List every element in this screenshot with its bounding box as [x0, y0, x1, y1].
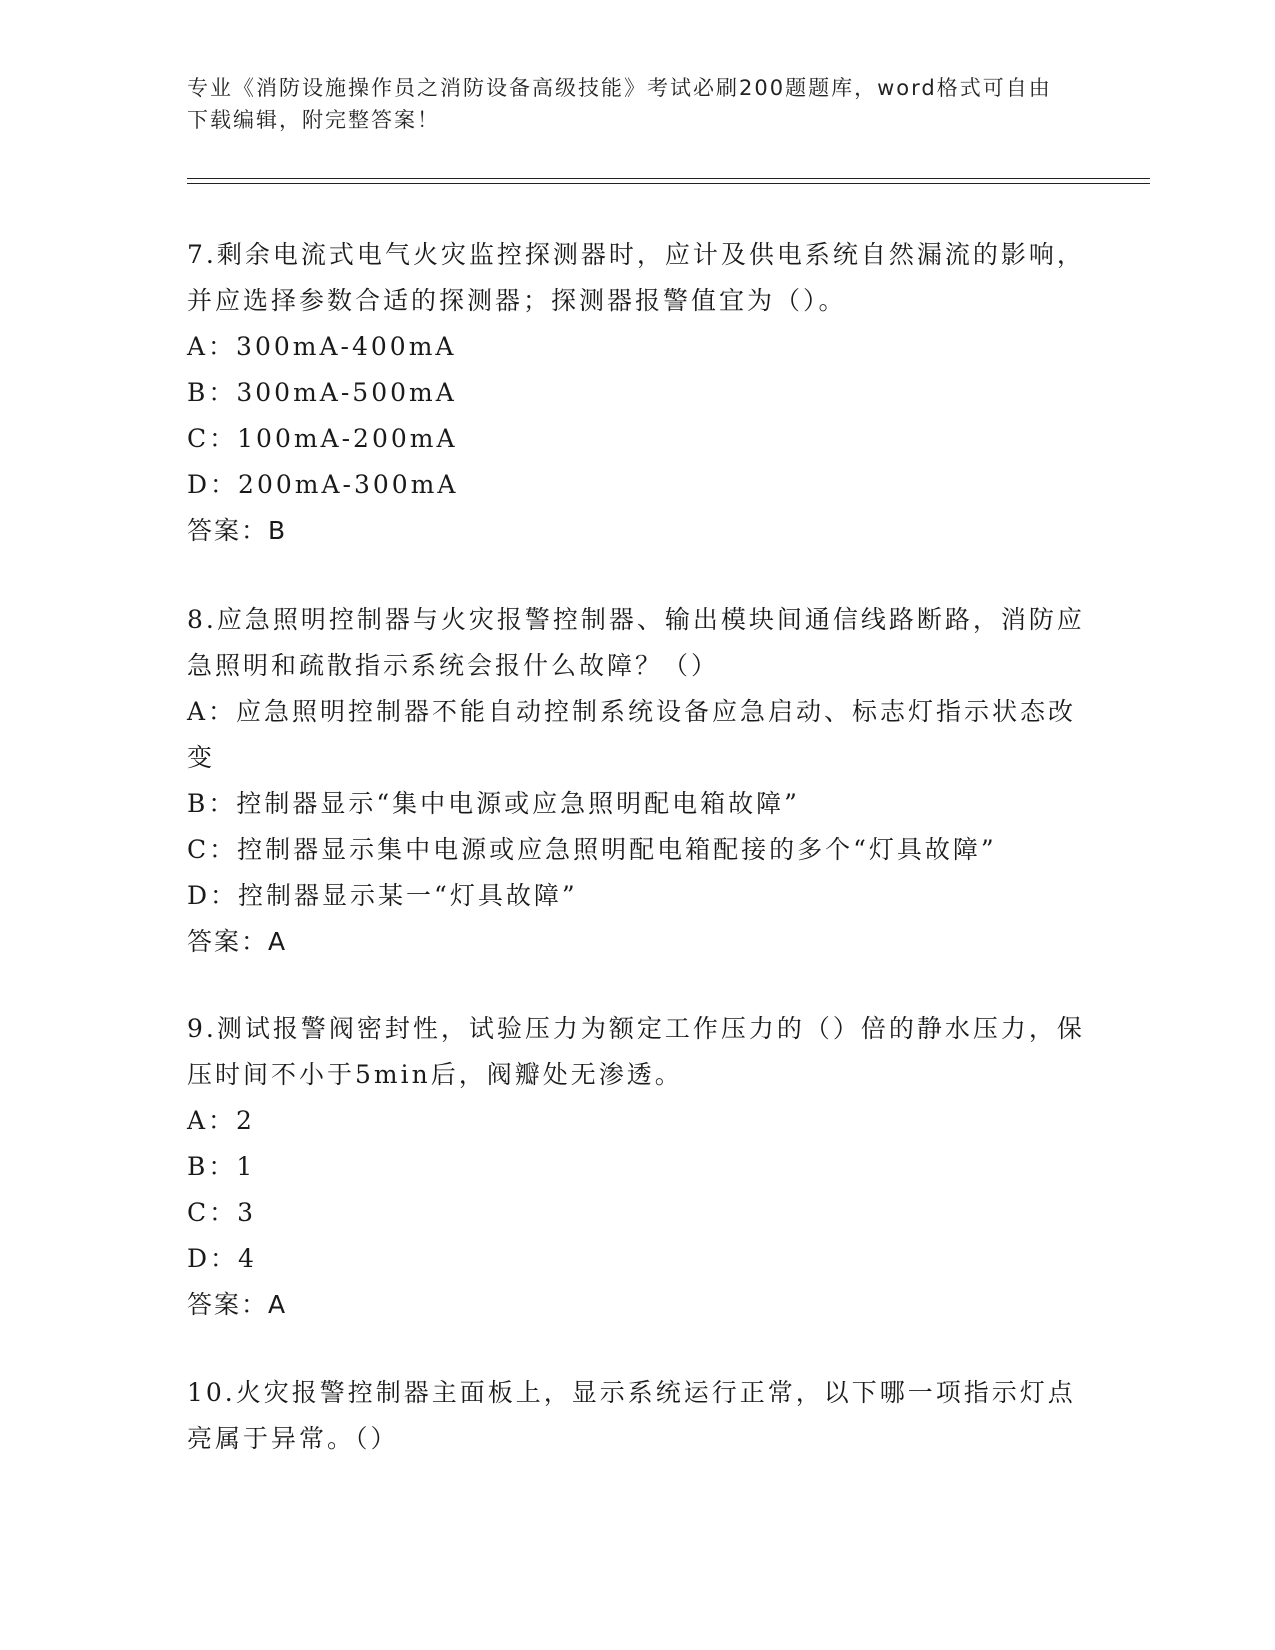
question-stem: 8.应急照明控制器与火灾报警控制器、输出模块间通信线路断路，消防应急照明和疏散指示系统会报什么故障？（）: [187, 605, 1085, 680]
question-10: [187, 1370, 1087, 1462]
option-a: A：应急照明控制器不能自动控制系统设备应急启动、标志灯指示状态改变: [187, 697, 1077, 772]
option-a: A：2: [187, 1106, 255, 1135]
header-divider-top: [187, 178, 1150, 179]
question-8: [187, 597, 1087, 965]
option-c: C：3: [187, 1198, 257, 1227]
answer-line: 答案：A: [187, 927, 288, 956]
header-divider-bottom: [187, 183, 1150, 184]
option-b: B：控制器显示“集中电源或应急照明配电箱故障”: [187, 789, 800, 818]
answer-line: 答案：A: [187, 1290, 288, 1319]
question-9: [187, 1006, 1087, 1328]
option-a: A：300mA-400mA: [187, 332, 457, 361]
question-stem: 7.剩余电流式电气火灾监控探测器时，应计及供电系统自然漏流的影响，并应选择参数合适的探测器；探测器报警值宜为（）。: [187, 240, 1085, 315]
question-stem: 9.测试报警阀密封性，试验压力为额定工作压力的（）倍的静水压力，保压时间不小于5min后，阀瓣处无渗透。: [187, 1014, 1085, 1089]
option-c: C：控制器显示集中电源或应急照明配电箱配接的多个“灯具故障”: [187, 835, 997, 864]
document-intro: 专业《消防设施操作员之消防设备高级技能》考试必刷200题题库，word格式可自由下载编辑，附完整答案！: [187, 76, 1052, 132]
option-d: D：200mA-300mA: [187, 470, 459, 499]
option-d: D：4: [187, 1244, 257, 1273]
option-d: D：控制器显示某一“灯具故障”: [187, 881, 578, 910]
question-7: [187, 232, 1087, 554]
question-stem: 10.火灾报警控制器主面板上，显示系统运行正常，以下哪一项指示灯点亮属于异常。（）: [187, 1378, 1076, 1453]
answer-line: 答案：B: [187, 516, 288, 545]
option-b: B：1: [187, 1152, 256, 1181]
option-c: C：100mA-200mA: [187, 424, 458, 453]
option-b: B：300mA-500mA: [187, 378, 457, 407]
